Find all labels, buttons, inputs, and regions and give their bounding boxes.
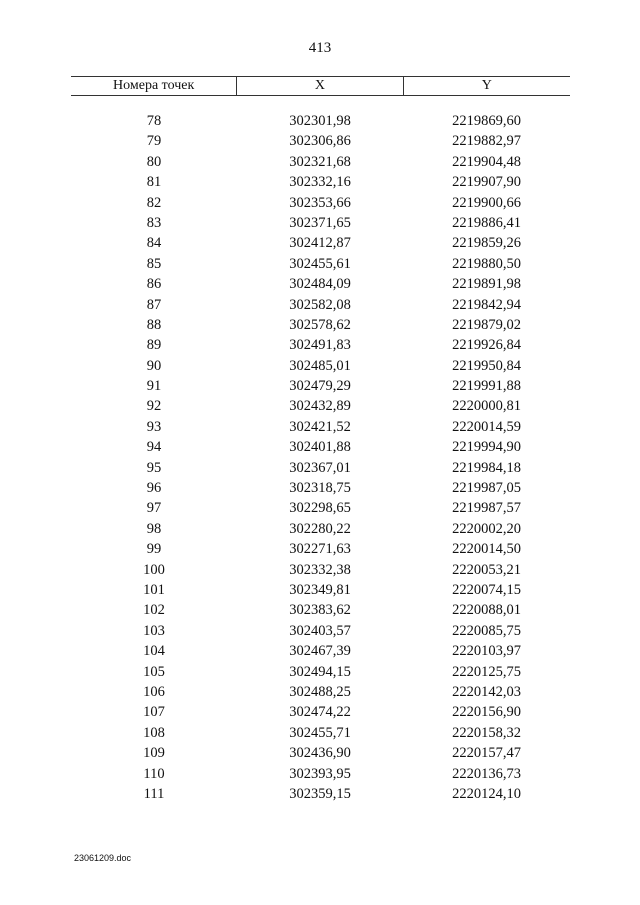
cell-x: 302403,57	[289, 622, 351, 639]
table-row	[71, 274, 570, 294]
cell-y: 2220074,15	[452, 581, 521, 598]
cell-y: 2220085,75	[452, 622, 521, 639]
cell-x: 302436,90	[289, 745, 351, 762]
cell-point-number: 109	[143, 745, 165, 762]
cell-y: 2219904,48	[452, 153, 521, 170]
cell-point-number: 92	[146, 398, 162, 415]
cell-x: 302271,63	[289, 541, 351, 558]
table-row	[71, 396, 570, 416]
cell-x: 302332,16	[289, 174, 351, 191]
cell-point-number: 105	[143, 663, 165, 680]
cell-x: 302494,15	[289, 663, 351, 680]
cell-x: 302353,66	[289, 194, 351, 211]
table-body	[71, 111, 570, 804]
table-row	[71, 621, 570, 641]
cell-x: 302383,62	[289, 602, 351, 619]
table-row	[71, 213, 570, 233]
cell-y: 2220136,73	[452, 765, 521, 782]
table-row	[71, 784, 570, 804]
table-row	[71, 233, 570, 253]
cell-x: 302479,29	[289, 378, 351, 395]
table-row	[71, 498, 570, 518]
cell-point-number: 82	[146, 194, 162, 211]
cell-point-number: 89	[146, 337, 162, 354]
cell-x: 302421,52	[289, 418, 351, 435]
cell-y: 2219879,02	[452, 316, 521, 333]
page-number: 413	[308, 40, 332, 56]
cell-y: 2219886,41	[452, 214, 521, 231]
cell-point-number: 96	[146, 480, 162, 497]
table-row	[71, 356, 570, 376]
cell-x: 302467,39	[289, 643, 351, 660]
cell-y: 2220103,97	[452, 643, 521, 660]
table-row	[71, 478, 570, 498]
cell-x: 302306,86	[289, 133, 351, 150]
cell-point-number: 98	[146, 520, 162, 537]
table-row	[71, 254, 570, 274]
cell-point-number: 101	[143, 581, 165, 598]
cell-point-number: 84	[146, 235, 162, 252]
cell-x: 302412,87	[289, 235, 351, 252]
table-row	[71, 743, 570, 763]
cell-point-number: 111	[143, 785, 165, 802]
cell-point-number: 81	[146, 174, 162, 191]
footer-filename: 23061209.doc	[74, 853, 132, 863]
table-row	[71, 682, 570, 702]
cell-y: 2220156,90	[452, 704, 521, 721]
table-row	[71, 376, 570, 396]
cell-y: 2220088,01	[452, 602, 521, 619]
cell-point-number: 79	[146, 133, 162, 150]
cell-y: 2220002,20	[452, 520, 521, 537]
cell-x: 302301,98	[289, 113, 351, 129]
cell-y: 2219984,18	[452, 459, 521, 476]
cell-point-number: 86	[146, 276, 162, 293]
cell-y: 2219994,90	[452, 439, 521, 456]
cell-x: 302318,75	[289, 480, 351, 497]
cell-point-number: 99	[146, 541, 162, 558]
cell-y: 2220014,50	[452, 541, 521, 558]
cell-y: 2220124,10	[452, 785, 521, 802]
cell-x: 302359,15	[289, 785, 351, 802]
cell-x: 302401,88	[289, 439, 351, 456]
table-row	[71, 519, 570, 539]
cell-point-number: 90	[146, 357, 162, 374]
cell-y: 2219859,26	[452, 235, 521, 252]
cell-x: 302432,89	[289, 398, 351, 415]
cell-point-number: 80	[146, 153, 162, 170]
cell-x: 302321,68	[289, 153, 351, 170]
table-row	[71, 111, 570, 131]
cell-x: 302393,95	[289, 765, 351, 782]
cell-y: 2219900,66	[452, 194, 521, 211]
cell-y: 2220000,81	[452, 398, 521, 415]
cell-point-number: 87	[146, 296, 162, 313]
cell-x: 302582,08	[289, 296, 351, 313]
cell-x: 302578,62	[289, 316, 351, 333]
cell-y: 2219991,88	[452, 378, 521, 395]
cell-y: 2219907,90	[452, 174, 521, 191]
table-row	[71, 662, 570, 682]
cell-point-number: 91	[146, 378, 162, 395]
cell-y: 2220158,32	[452, 724, 521, 741]
cell-y: 2219882,97	[452, 133, 521, 150]
cell-point-number: 108	[143, 724, 165, 741]
table-row	[71, 152, 570, 172]
cell-y: 2219987,57	[452, 500, 521, 517]
cell-y: 2220053,21	[452, 561, 521, 578]
cell-point-number: 83	[146, 214, 162, 231]
cell-x: 302298,65	[289, 500, 351, 517]
cell-point-number: 95	[146, 459, 162, 476]
cell-y: 2220157,47	[452, 745, 521, 762]
cell-x: 302491,83	[289, 337, 351, 354]
header-point-number: Номера точек	[71, 77, 237, 95]
cell-point-number: 107	[143, 704, 165, 721]
header-x: X	[237, 77, 403, 95]
table-row	[71, 723, 570, 743]
cell-y: 2220125,75	[452, 663, 521, 680]
cell-point-number: 100	[143, 561, 165, 578]
table-row	[71, 335, 570, 355]
cell-y: 2219891,98	[452, 276, 521, 293]
cell-point-number: 102	[143, 602, 165, 619]
table-header	[71, 76, 570, 96]
cell-x: 302484,09	[289, 276, 351, 293]
cell-y: 2219842,94	[452, 296, 521, 313]
table-row	[71, 641, 570, 661]
table-row	[71, 539, 570, 559]
cell-y: 2219926,84	[452, 337, 521, 354]
cell-x: 302455,61	[289, 255, 351, 272]
table-row	[71, 417, 570, 437]
table-row	[71, 458, 570, 478]
cell-x: 302371,65	[289, 214, 351, 231]
table-row	[71, 580, 570, 600]
cell-point-number: 103	[143, 622, 165, 639]
cell-y: 2219987,05	[452, 480, 521, 497]
cell-x: 302455,71	[289, 724, 351, 741]
cell-point-number: 97	[146, 500, 162, 517]
table-row	[71, 560, 570, 580]
cell-x: 302280,22	[289, 520, 351, 537]
cell-y: 2219950,84	[452, 357, 521, 374]
cell-point-number: 110	[143, 765, 165, 782]
cell-y: 2220014,59	[452, 418, 521, 435]
table-row	[71, 764, 570, 784]
cell-point-number: 78	[146, 113, 162, 129]
header-y: Y	[481, 78, 492, 93]
cell-point-number: 85	[146, 255, 162, 272]
table-row	[71, 437, 570, 457]
table-row	[71, 315, 570, 335]
table-row	[71, 702, 570, 722]
cell-x: 302474,22	[289, 704, 351, 721]
cell-point-number: 93	[146, 418, 162, 435]
cell-x: 302349,81	[289, 581, 351, 598]
cell-x: 302488,25	[289, 683, 351, 700]
cell-point-number: 104	[143, 643, 165, 660]
cell-x: 302367,01	[289, 459, 351, 476]
table-row	[71, 600, 570, 620]
cell-y: 2219869,60	[452, 113, 521, 129]
cell-point-number: 106	[143, 683, 165, 700]
table-row	[71, 131, 570, 151]
table-row	[71, 172, 570, 192]
cell-y: 2219880,50	[452, 255, 521, 272]
cell-point-number: 94	[146, 439, 162, 456]
cell-y: 2220142,03	[452, 683, 521, 700]
table-row	[71, 295, 570, 315]
table-row	[71, 193, 570, 213]
cell-point-number: 88	[146, 316, 162, 333]
cell-x: 302485,01	[289, 357, 351, 374]
cell-x: 302332,38	[289, 561, 351, 578]
